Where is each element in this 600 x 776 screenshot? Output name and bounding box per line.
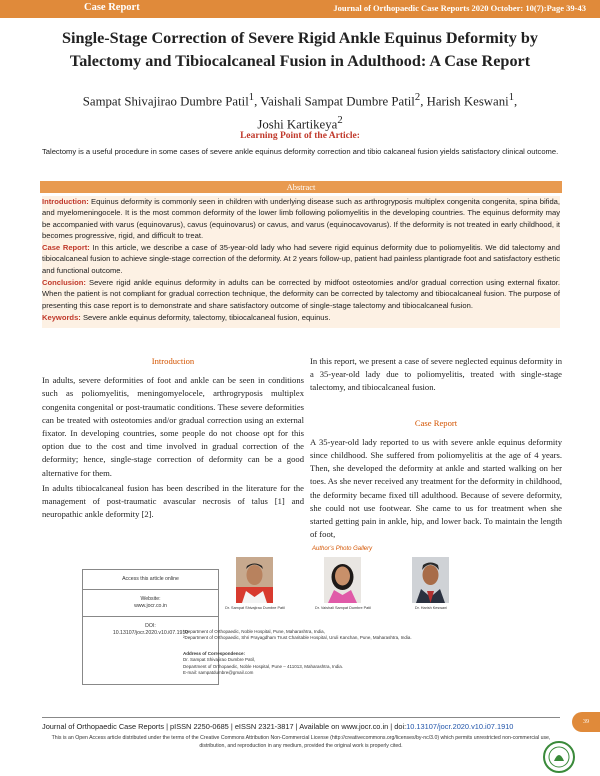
learning-point-text: Talectomy is a useful procedure in some cases of severe ankle equinus deformity correction and tibio calcaneal fusion yields satisfactory clinical outcome. bbox=[42, 147, 559, 156]
body-paragraph: In this report, we present a case of severe neglected equinus deformity in a 35-year-old lady due to poliomyelitis, treated with single-stage talectomy, and tibiocalcaneal fusion. bbox=[310, 356, 562, 393]
photo-caption-1: Dr. Sampat Shivajirao Dumbre Patil bbox=[225, 606, 285, 610]
photo-gallery-label: Author’s Photo Gallery bbox=[312, 546, 373, 552]
affiliations: ¹Department of Orthopaedic, Noble Hospital, Pune, Maharashtra, India, ²Department of Orthopaedic, Shri Prayagdham Trust Charitable Hospital, Uruli Kanchan, Pune, Maharashtra, India. bbox=[183, 629, 412, 641]
journal-citation: Journal of Orthopaedic Case Reports 2020 October: 10(7):Page 39-43 bbox=[333, 3, 586, 13]
right-column bbox=[310, 355, 562, 543]
abstract-case-report: Case Report: In this article, we describe a case of 35-year-old lady who had severe rigid equinus deformity due to poliomyelitis. We did talectomy and tibiocalcaneal fusion to achieve single-stage correction of the deformity. At 2 years follow-up, patient had painless plantigrade foot and satisfactory esthetic and functional outcome. bbox=[42, 243, 561, 275]
left-column bbox=[42, 355, 304, 523]
author-affil: 2 bbox=[337, 115, 343, 127]
article-type-label: Case Report bbox=[84, 2, 140, 13]
intro-paragraph: In adults, severe deformities of foot and ankle can be seen in conditions such as poliomyelitis, meningomyelocele, arthrogryposis multiplex congenita congenital or post-traumatic conditions. These severe deformities can be treated with osteotomies and/or gradual correction using an external fixator. In developing countries, some people do not choose opt for this option due to the cost and time involved in gradual correction of the deformity; hence, single-stage correction of deformity can be a good alternative for them. bbox=[42, 375, 304, 478]
correspondence-address: Address of Correspondence: Dr. Sampat Shivajirao Dumbre Patil, Department of Orthopaedic, Noble Hospital, Pune – 411013, Maharashtra, India. E-mail: sampatdumbre@gmail.com bbox=[183, 651, 563, 677]
footer-license: This is an Open Access article distributed under the terms of the Creative Commons Attribution Non-Commercial License (http://creativecommons.org/licenses/by-nc/3.0) which permits unrestricted non-commercial use, distribution, and reproduction in any medium, provided the original work is properly cited. bbox=[51, 735, 551, 749]
author-photo-3 bbox=[412, 557, 449, 603]
abstract-body bbox=[42, 196, 560, 328]
footer-doi-link[interactable]: 10.13107/jocr.2020.v10.i07.1910 bbox=[406, 722, 514, 731]
abstract-introduction: Introduction: Equinus deformity is commonly seen in children with underlying disease such as arthrogryposis multiplex congenita congenita, spina bifida, and myelomeningocele. It is the most common deformity of the lower limb following poliomyelitis in the developing countries. The equinus deformity may be accompanied with varus (equinovarus), cavus (equinovarus) or cavus, and varus (equinocavovarus). If the deformity is not treated in early childhood, it becomes progressive, rigid, and difficult to treat. bbox=[42, 197, 560, 240]
abstract-keywords: Keywords: Severe ankle equinus deformity, talectomy, tibiocalcaneal fusion, equinus. bbox=[42, 312, 331, 322]
author-name: Vaishali Sampat Dumbre Patil bbox=[260, 94, 415, 109]
doi-link[interactable]: 10.13107/jocr.2020.v10.i07.1910 bbox=[112, 630, 189, 636]
photo-caption-2: Dr. Vaishali Sampat Dumbre Patil bbox=[314, 606, 372, 610]
intro-paragraph: In adults tibiocalcaneal fusion has been described in the literature for the management of post-traumatic avascular necrosis of talus [1] and neuropathic ankle deformity [2]. bbox=[42, 482, 304, 520]
doi-block: DOI: 10.13107/jocr.2020.v10.i07.1910 bbox=[83, 617, 218, 643]
footer-journal-info: Journal of Orthopaedic Case Reports | pISSN 2250-0685 | eISSN 2321-3817 | Available on www.jocr.co.in | doi:10.13107/jocr.2020.v10.i07.1910 bbox=[42, 722, 514, 731]
top-banner bbox=[0, 0, 600, 18]
author-affil: 1 bbox=[248, 92, 255, 103]
journal-seal-icon bbox=[543, 741, 575, 773]
author-name: Joshi Kartikeya bbox=[257, 117, 338, 132]
abstract-conclusion: Conclusion: Severe rigid ankle equinus deformity in adults can be corrected by midfoot osteotomies and/or gradual correction using external fixator. When the patient is not compliant for gradual correction technique, the deformity can be corrected by talectomy and tibiocalcaneal fusion. The purpose of presenting this case report is to demonstrate and share satisfactory outcome of single-stage talectomy and tibiocalcaneal fusion. bbox=[42, 278, 560, 310]
website-block: Website: www.jocr.co.in bbox=[83, 590, 218, 617]
article-title: Single-Stage Correction of Severe Rigid Ankle Equinus Deformity by Talectomy and Tibiocalcaneal Fusion in Adulthood: A Case Report bbox=[61, 29, 539, 70]
author-affil: 2 bbox=[414, 92, 421, 103]
author-name: Harish Keswani bbox=[426, 94, 509, 109]
author-list: Sampat Shivajirao Dumbre Patil$^1$, Vaishali Sampat Dumbre Patil$^2$, Harish Keswani$^1$, Joshi Kartikeya$^2$ bbox=[82, 92, 518, 132]
website-link[interactable]: www.jocr.co.in bbox=[134, 603, 167, 609]
photo-caption-3: Dr. Harish Keswani bbox=[414, 606, 448, 610]
footer-divider bbox=[42, 717, 560, 718]
body-paragraph: A 35-year-old lady reported to us with severe ankle equinus deformity since childhood. She suffered from poliomyelitis at the age of 4 years. Then, she developed the deformity at ankle and started walking on her toes. As she never received any treatment for the deformity in childhood, the deformity became fixed till adulthood. Because of severe deformity, she could not use footwear. She came to us for treatment when she started getting pain in ankle, hip, and lower back. To maintain the length of foot, bbox=[310, 436, 562, 540]
case-report-heading: Case Report bbox=[414, 417, 458, 428]
introduction-heading: Introduction bbox=[151, 356, 195, 366]
access-heading: Access this article online bbox=[83, 570, 218, 590]
author-photo-1 bbox=[236, 557, 273, 603]
author-name: Sampat Shivajirao Dumbre Patil bbox=[82, 94, 249, 109]
learning-point-heading: Learning Point of the Article: bbox=[240, 131, 360, 141]
author-photo-2 bbox=[324, 557, 361, 603]
correspondence-email[interactable]: E-mail: sampatdumbre@gmail.com bbox=[183, 670, 254, 676]
abstract-heading: Abstract bbox=[40, 181, 562, 193]
author-affil: 1 bbox=[508, 92, 515, 103]
page-number: 39 bbox=[572, 712, 600, 732]
